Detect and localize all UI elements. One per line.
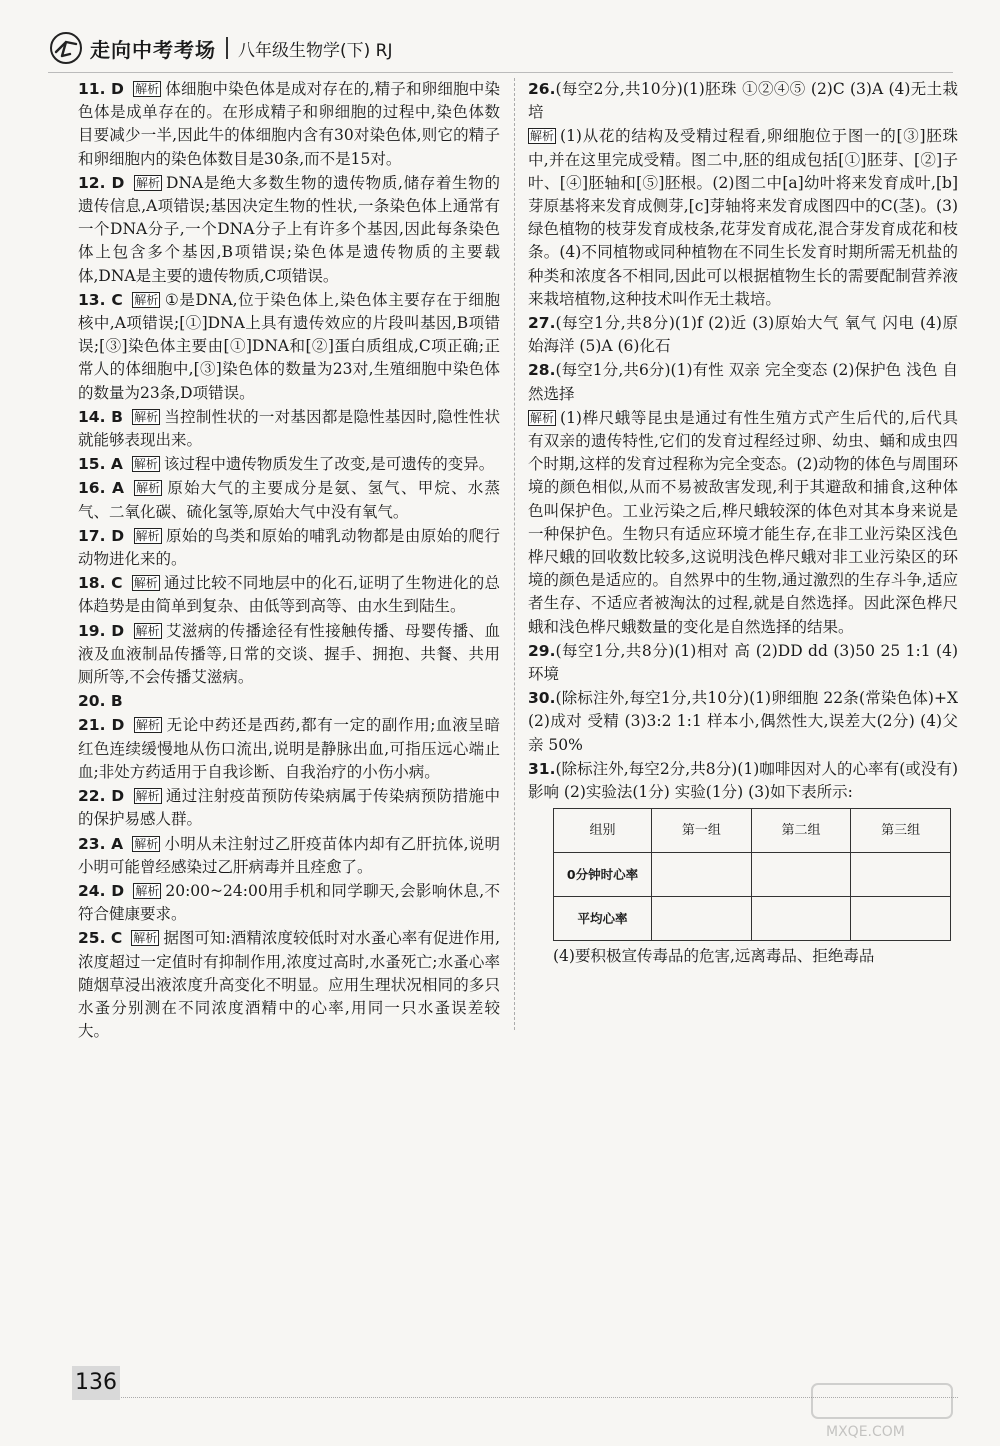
answer-number: 27.: [528, 314, 556, 333]
answer-number: 15. A: [78, 455, 123, 474]
analysis-label: 解析: [133, 457, 158, 472]
answer-item: [78, 572, 500, 618]
answer-text: (除标注外,每空1分,共10分)(1)卵细胞 22条(常染色体)+X (2)成对 受精 (3)3:2 1:1 样本小,偶然性大,误差大(2分) (4)父亲 50%: [528, 689, 958, 754]
answer-text: (每空2分,共10分)(1)胚珠 ①②④⑤ (2)C (3)A (4)无土栽培: [528, 80, 958, 122]
book-subject: 八年级生物学(下) RJ: [238, 40, 393, 61]
answer-text: (每空1分,共8分)(1)相对 高 (2)DD dd (3)50 25 1:1 (4)环境: [528, 641, 958, 684]
answer-number: 21. D: [78, 716, 125, 735]
answer-item: [78, 927, 500, 1043]
watermark-text: MXQE.COM: [826, 1424, 905, 1440]
answer-number: 17. D: [78, 526, 125, 545]
answer-text: 原始的鸟类和原始的哺乳动物都是由原始的爬行动物进化来的。: [78, 526, 500, 569]
answer-number: 20. B: [78, 692, 123, 711]
table-cell: [652, 897, 752, 941]
answer-text: 该过程中遗传物质发生了改变,是可遗传的变异。: [163, 455, 495, 474]
answer-item: [78, 880, 500, 926]
answer-number: 22. D: [78, 787, 125, 806]
header-divider: [226, 37, 228, 59]
analysis-block: [528, 125, 958, 311]
analysis-label: 解析: [134, 292, 159, 307]
answer-text: 体细胞中染色体是成对存在的,精子和卵细胞中染色体是成单存在的。在形成精子和卵细胞的过程中,染色体数目要减少一半,因此牛的体细胞内含有30对染色体,则它的精子和卵细胞内的染色体数目是30条,而不是15对。: [78, 80, 500, 168]
table-cell: [851, 853, 951, 897]
answer-number: 19. D: [78, 621, 125, 640]
answer-text: 通过比较不同地层中的化石,证明了生物进化的总体趋势是由简单到复杂、由低等到高等、由水生到陆生。: [78, 574, 500, 616]
answer-item: [78, 172, 500, 288]
analysis-label: 解析: [133, 576, 158, 591]
answer-item: [78, 785, 500, 831]
answer-text: 无论中药还是西药,都有一定的副作用;血液呈暗红色连续缓慢地从伤口流出,说明是静脉出血,可指压远心端止血;非处方药适用于自我诊断、自我治疗的小伤小病。: [78, 716, 500, 781]
table-row-header: 0分钟时心率: [554, 853, 652, 897]
answer-number: 11. D: [78, 80, 124, 98]
answer-number: 12. D: [78, 173, 125, 192]
answer-text: 20:00~24:00用手机和同学聊天,会影响休息,不符合健康要求。: [78, 881, 500, 924]
answer-number: 25. C: [78, 929, 123, 948]
analysis-label: 解析: [134, 836, 159, 851]
table-cell: [851, 897, 951, 941]
answer-number: 24. D: [78, 881, 125, 900]
answer-text: 小明从未注射过乙肝疫苗体内却有乙肝抗体,说明小明可能曾经感染过乙肝病毒并且痊愈了。: [78, 834, 500, 876]
answer-item: [78, 289, 500, 405]
analysis-label: 解析: [530, 410, 555, 425]
table-cell: [652, 853, 752, 897]
page-header: [48, 28, 393, 68]
answer-number: 18. C: [78, 574, 123, 593]
table-cell: [751, 897, 851, 941]
analysis-label: 解析: [530, 129, 555, 144]
answer-item: [78, 833, 500, 879]
answer-number: 23. A: [78, 834, 124, 853]
table-header-cell: 组别: [554, 809, 652, 853]
site-watermark-logo: [808, 1380, 958, 1442]
column-divider: [514, 78, 515, 1030]
answer-item: [78, 525, 500, 571]
analysis-label: 解析: [135, 789, 160, 804]
left-column: [78, 78, 500, 1043]
table-row-header: 平均心率: [554, 897, 652, 941]
answer-item: [78, 406, 500, 452]
answer-text: 当控制性状的一对基因都是隐性基因时,隐性性状就能够表现出来。: [78, 407, 500, 450]
analysis-label: 解析: [134, 409, 159, 424]
analysis-text: (1)从花的结构及受精过程看,卵细胞位于图一的[③]胚珠中,并在这里完成受精。图二中,胚的组成包括[①]胚芽、[②]子叶、[④]胚轴和[⑤]胚根。(2)图二中[a]幼叶将来发育成叶,[b]芽原基将来发育成侧芽,[c]芽轴将来发育成图四中的C(茎)。(3)绿色植物的枝芽发育成枝条,花芽发育成花,混合芽发育成花和枝条。(4)不同植物或同种植物在不同生长发育时期所需无机盐的种类和浓度各不相同,因此可以根据植物生长的需要配制营养液来栽培植物,这种技术叫作无土栽培。: [528, 127, 958, 308]
answer-text: 艾滋病的传播途径有性接触传播、母婴传播、血液及血液制品传播等,日常的交谈、握手、拥抱、共餐、共用厕所等,不会传播艾滋病。: [78, 621, 500, 687]
analysis-label: 解析: [135, 623, 160, 638]
answer-text: 原始大气的主要成分是氨、氢气、甲烷、水蒸气、二氧化碳、硫化氢等,原始大气中没有氧气。: [78, 479, 500, 521]
answer-item: [78, 620, 500, 690]
answer-number: 29.: [528, 641, 556, 660]
table-row: [554, 853, 951, 897]
answer-item: [78, 78, 500, 171]
answer-item: [528, 640, 958, 686]
answer-item: [528, 312, 958, 358]
analysis-label: 解析: [135, 528, 160, 543]
page-number: 136: [72, 1366, 120, 1400]
answer-text: (每空1分,共8分)(1)f (2)近 (3)原始大气 氧气 闪电 (4)原始海洋 (5)A (6)化石: [528, 314, 958, 356]
answer-text: ①是DNA,位于染色体上,染色体主要存在于细胞核中,A项错误;[①]DNA上具有遗传效应的片段叫基因,B项错误;[③]染色体主要由[①]DNA和[②]蛋白质组成,C项正确;正常人的体细胞中,[③]染色体的数量为23对,生殖细胞中染色体的数量为23条,D项错误。: [78, 290, 500, 402]
table-header-cell: 第三组: [851, 809, 951, 853]
answer-text: DNA是绝大多数生物的遗传物质,储存着生物的遗传信息,A项错误;基因决定生物的性状,一条染色体上通常有一个DNA分子,一个DNA分子上有许多个基因,因此每条染色体上包含多个基因,B项错误;染色体是遗传物质的主要载体,DNA是主要的遗传物质,C项错误。: [78, 173, 500, 285]
analysis-label: 解析: [136, 481, 161, 496]
answer-number: 16. A: [78, 479, 125, 498]
analysis-block: [528, 407, 958, 639]
table-header-cell: 第二组: [751, 809, 851, 853]
answer-item: [528, 78, 958, 124]
analysis-label: 解析: [135, 82, 160, 96]
answer-number: 31.: [528, 759, 556, 778]
answer-number: 13. C: [78, 290, 123, 309]
answer-number: 28.: [528, 361, 556, 380]
table-header-row: [554, 809, 951, 853]
analysis-label: 解析: [135, 883, 160, 898]
answer-item: [78, 690, 500, 713]
analysis-label: 解析: [136, 175, 161, 190]
answer-text: 据图可知:酒精浓度较低时对水蚤心率有促进作用,浓度超过一定值时有抑制作用,浓度过高时,水蚤死亡;水蚤心率随烟草浸出液浓度升高变化不明显。应用生理状况相同的多只水蚤分别测在不同浓度酒精中的心率,用同一只水蚤误差较大。: [78, 929, 500, 1041]
answer-text: 通过注射疫苗预防传染病属于传染病预防措施中的保护易感人群。: [78, 787, 500, 829]
answer-item: [528, 359, 958, 405]
analysis-text: (1)桦尺蛾等昆虫是通过有性生殖方式产生后代的,后代具有双亲的遗传特性,它们的发育过程经过卵、幼虫、蛹和成虫四个时期,这样的发育过程称为完全变态。(2)动物的体色与周围环境的颜色相似,从而不易被敌害发现,利于其避敌和捕食,这种体色叫保护色。工业污染之后,桦尺蛾较深的体色对其本身来说是一种保护色。生物只有适应环境才能生存,在非工业污染区浅色桦尺蛾的回收数比较多,这说明浅色桦尺蛾对非工业污染区的环境的颜色是适应的。自然界中的生物,通过激烈的生存斗争,适应者生存、不适应者被淘汰的过程,就是自然选择。因此深色桦尺蛾和浅色桦尺蛾数量的变化是自然选择的结果。: [528, 408, 958, 636]
answer-number: 30.: [528, 689, 556, 708]
right-column: [528, 78, 958, 969]
table-row: [554, 897, 951, 941]
answer-text: (每空1分,共6分)(1)有性 双亲 完全变态 (2)保护色 浅色 自然选择: [528, 361, 958, 403]
answer-number: 14. B: [78, 407, 123, 426]
answer-item: [78, 714, 500, 784]
header-rule: [48, 72, 953, 73]
answer-text: (除标注外,每空2分,共8分)(1)咖啡因对人的心率有(或没有)影响 (2)实验法(1分) 实验(1分) (3)如下表所示:: [528, 759, 958, 802]
table-cell: [751, 853, 851, 897]
table-header-cell: 第一组: [652, 809, 752, 853]
analysis-label: 解析: [133, 931, 158, 946]
brand-title: 走向中考考场: [90, 37, 216, 62]
answer-number: 26.: [528, 80, 556, 98]
runner-logo-icon: [48, 30, 84, 66]
answer-item: [78, 477, 500, 523]
answer-item: [528, 758, 958, 804]
answer-item: [528, 687, 958, 757]
analysis-label: 解析: [135, 718, 160, 733]
answer-item: [78, 453, 500, 476]
experiment-table: [553, 808, 951, 941]
answer-tail: (4)要积极宣传毒品的危害,远离毒品、拒绝毒品: [553, 947, 875, 966]
